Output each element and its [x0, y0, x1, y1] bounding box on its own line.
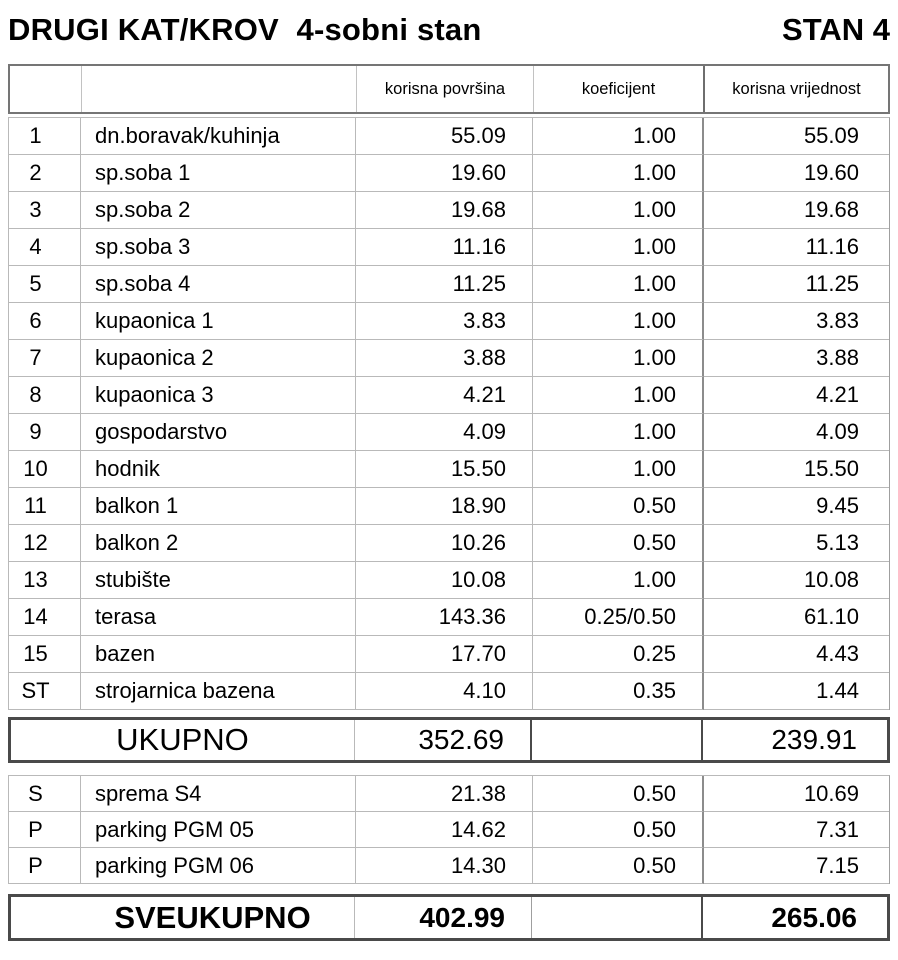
row-coef: 0.25/0.50 — [533, 599, 704, 636]
table-row — [9, 414, 889, 451]
row-coef: 1.00 — [533, 451, 704, 488]
table-row — [9, 848, 889, 884]
row-area: 18.90 — [356, 488, 533, 525]
table-row — [9, 776, 889, 812]
row-area: 55.09 — [356, 118, 533, 155]
table-row — [9, 118, 889, 155]
table-row — [9, 451, 889, 488]
grand-total-coef — [532, 897, 703, 938]
row-name: kupaonica 2 — [81, 340, 356, 377]
table-header-row — [8, 64, 890, 114]
row-area: 14.62 — [356, 812, 533, 848]
row-name: balkon 2 — [81, 525, 356, 562]
row-name: kupaonica 1 — [81, 303, 356, 340]
table-row — [9, 636, 889, 673]
row-coef: 0.25 — [533, 636, 704, 673]
row-id: 4 — [9, 229, 81, 266]
header-coef-cell: koeficijent — [534, 66, 705, 112]
table-row — [9, 673, 889, 710]
row-id: S — [9, 776, 81, 812]
grand-total-row-sveukupno — [8, 894, 890, 941]
row-value: 5.13 — [704, 525, 889, 562]
table-row — [9, 377, 889, 414]
row-id: 9 — [9, 414, 81, 451]
grand-total-area: 402.99 — [355, 897, 532, 938]
row-id: P — [9, 848, 81, 884]
row-value: 10.08 — [704, 562, 889, 599]
row-value: 4.09 — [704, 414, 889, 451]
header-value-cell: korisna vrijednost — [732, 79, 861, 98]
row-area: 3.88 — [356, 340, 533, 377]
row-area: 17.70 — [356, 636, 533, 673]
row-area: 4.10 — [356, 673, 533, 710]
row-area: 21.38 — [356, 776, 533, 812]
table-row — [9, 488, 889, 525]
table-row — [9, 266, 889, 303]
table-row — [9, 303, 889, 340]
table-row — [9, 229, 889, 266]
row-value: 19.68 — [704, 192, 889, 229]
row-id: P — [9, 812, 81, 848]
total-value: 239.91 — [771, 724, 857, 755]
row-value: 3.88 — [704, 340, 889, 377]
row-name: gospodarstvo — [81, 414, 356, 451]
row-coef: 1.00 — [533, 377, 704, 414]
row-coef: 0.50 — [533, 488, 704, 525]
row-coef: 1.00 — [533, 414, 704, 451]
row-value: 7.31 — [704, 812, 889, 848]
header-id-cell — [10, 66, 82, 112]
row-area: 143.36 — [356, 599, 533, 636]
row-coef: 1.00 — [533, 340, 704, 377]
row-area: 11.25 — [356, 266, 533, 303]
row-area: 4.09 — [356, 414, 533, 451]
row-name: sp.soba 1 — [81, 155, 356, 192]
row-value: 19.60 — [704, 155, 889, 192]
row-name: parking PGM 05 — [81, 812, 356, 848]
row-coef: 0.50 — [533, 812, 704, 848]
row-id: 8 — [9, 377, 81, 414]
row-name: sp.soba 4 — [81, 266, 356, 303]
row-name: hodnik — [81, 451, 356, 488]
row-coef: 1.00 — [533, 303, 704, 340]
row-id: 10 — [9, 451, 81, 488]
row-value: 10.69 — [704, 776, 889, 812]
row-coef: 1.00 — [533, 562, 704, 599]
row-name: sprema S4 — [81, 776, 356, 812]
row-value: 3.83 — [704, 303, 889, 340]
row-area: 10.08 — [356, 562, 533, 599]
row-area: 4.21 — [356, 377, 533, 414]
row-name: stubište — [81, 562, 356, 599]
row-name: balkon 1 — [81, 488, 356, 525]
row-id: 15 — [9, 636, 81, 673]
row-id: 12 — [9, 525, 81, 562]
row-area: 19.68 — [356, 192, 533, 229]
table-row — [9, 562, 889, 599]
row-id: 1 — [9, 118, 81, 155]
row-area: 15.50 — [356, 451, 533, 488]
table-row — [9, 340, 889, 377]
row-coef: 1.00 — [533, 155, 704, 192]
row-name: strojarnica bazena — [81, 673, 356, 710]
table-row — [9, 192, 889, 229]
row-value: 11.25 — [704, 266, 889, 303]
grand-total-value: 265.06 — [771, 901, 857, 933]
header-name-cell — [82, 66, 357, 112]
total-coef — [532, 720, 703, 760]
row-coef: 0.35 — [533, 673, 704, 710]
row-id: 14 — [9, 599, 81, 636]
row-id: 11 — [9, 488, 81, 525]
row-value: 7.15 — [704, 848, 889, 884]
row-id: ST — [9, 673, 81, 710]
row-value: 1.44 — [704, 673, 889, 710]
row-name: bazen — [81, 636, 356, 673]
row-coef: 1.00 — [533, 118, 704, 155]
row-name: kupaonica 3 — [81, 377, 356, 414]
header-area-cell: korisna površina — [357, 66, 534, 112]
page-title: DRUGI KAT/KROV 4-sobni stan — [8, 12, 482, 47]
row-area: 14.30 — [356, 848, 533, 884]
row-area: 10.26 — [356, 525, 533, 562]
row-value: 61.10 — [704, 599, 889, 636]
row-name: sp.soba 3 — [81, 229, 356, 266]
table-row — [9, 599, 889, 636]
row-id: 6 — [9, 303, 81, 340]
row-name: dn.boravak/kuhinja — [81, 118, 356, 155]
row-coef: 1.00 — [533, 229, 704, 266]
grand-total-label: SVEUKUPNO — [11, 897, 355, 938]
row-value: 4.43 — [704, 636, 889, 673]
row-name: sp.soba 2 — [81, 192, 356, 229]
table-row — [9, 812, 889, 848]
row-id: 7 — [9, 340, 81, 377]
row-area: 3.83 — [356, 303, 533, 340]
table-row — [9, 525, 889, 562]
total-row-ukupno — [8, 717, 890, 763]
total-area: 352.69 — [355, 720, 532, 760]
total-label: UKUPNO — [11, 720, 355, 760]
row-value: 4.21 — [704, 377, 889, 414]
row-area: 11.16 — [356, 229, 533, 266]
row-name: terasa — [81, 599, 356, 636]
table-extras — [8, 775, 890, 884]
row-value: 9.45 — [704, 488, 889, 525]
row-coef: 1.00 — [533, 192, 704, 229]
row-value: 11.16 — [704, 229, 889, 266]
row-coef: 1.00 — [533, 266, 704, 303]
row-value: 55.09 — [704, 118, 889, 155]
row-coef: 0.50 — [533, 525, 704, 562]
row-coef: 0.50 — [533, 848, 704, 884]
row-id: 3 — [9, 192, 81, 229]
row-id: 2 — [9, 155, 81, 192]
row-area: 19.60 — [356, 155, 533, 192]
row-value: 15.50 — [704, 451, 889, 488]
row-coef: 0.50 — [533, 776, 704, 812]
table-body — [8, 117, 890, 710]
row-id: 13 — [9, 562, 81, 599]
row-id: 5 — [9, 266, 81, 303]
row-name: parking PGM 06 — [81, 848, 356, 884]
table-row — [9, 155, 889, 192]
unit-label: STAN 4 — [782, 12, 890, 47]
title-bar — [8, 8, 890, 64]
